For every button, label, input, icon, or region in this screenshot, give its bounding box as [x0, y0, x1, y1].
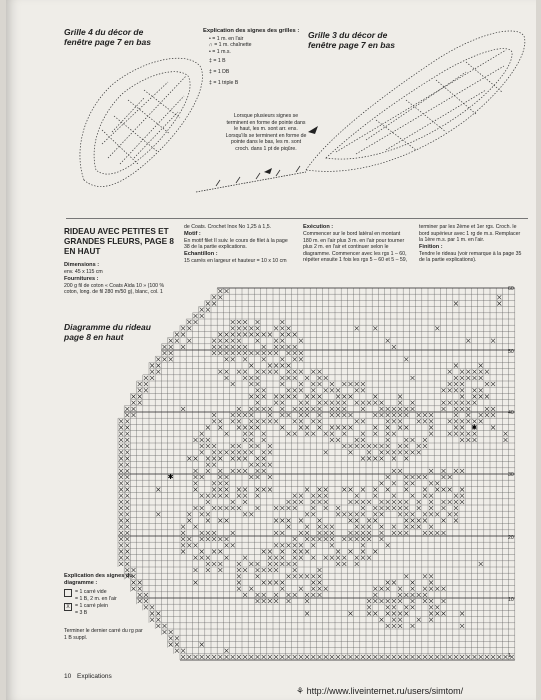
row-number: 40: [508, 410, 514, 416]
svg-text:✱: ✱: [471, 423, 478, 432]
row-number: 10: [508, 597, 514, 603]
legend-item: • = 1 m. en l'air: [209, 35, 244, 42]
rideau-column-4: terminer par les 2ème et 1er rgs. Croch. le bord supérieur avec 1 rg de m.s. Remplacer la 1ère m.s. par 1 m. en l'air. Finition : Tendre le rideau (voir remarque à la page 35 de la partie explications).: [419, 224, 522, 264]
svg-text:✱: ✱: [167, 473, 174, 481]
rideau-dimensions: Dimensions : env. 45 x 115 cm Fournitures : 200 g fil de coton « Coats Aïda 10 » (100 % coton, long. de fil 280 m/50 g), blanc, col. 1: [64, 262, 165, 296]
row-number: 50: [508, 349, 514, 355]
legend-item: ‡ = 1 triple B: [209, 80, 239, 86]
row-number: 60: [508, 286, 514, 292]
grid3-title: Grille 3 du décor de fenêtre page 7 en bas: [308, 30, 395, 50]
filled-square-symbol: X: [64, 603, 72, 611]
page-number: 10: [64, 673, 72, 680]
diagram-note: Terminer le dernier carré du rg par 1 B suppl.: [64, 628, 143, 641]
watermark: ⚘ http://www.liveinternet.ru/users/simtom/: [296, 686, 464, 696]
diagram-legend: Explication des signes du diagramme : = 1 carré vide = 1 B, 2 m. en l'air X = 1 carré plein = 3 B: [64, 573, 133, 616]
watermark-icon: ⚘: [296, 686, 305, 696]
legend-item: ∩ = 1 m. chaînette: [209, 42, 252, 48]
row-number: 20: [508, 535, 514, 541]
row-number: 1: [508, 653, 511, 659]
footer-section: Explications: [77, 673, 112, 680]
section-divider: [66, 218, 528, 219]
diagram-title: Diagramme du rideau page 8 en haut: [64, 322, 151, 342]
grid3-crochet-pattern: [186, 20, 531, 200]
rideau-execution: Exécution : Commencer sur le bord latéral en montant 180 m. en l'air plus 3 m. en l'air pour tourner plus 2 m. en l'air et continuer selon le diagramme. Commencer avec les rgs 1 – 60, répéter ensuite 1 fois les rgs 5 – 60 et 5 – 59,: [303, 224, 408, 264]
rideau-title: RIDEAU AVEC PETITES ET GRANDES FLEURS, PAGE 8 EN HAUT: [64, 227, 174, 256]
row-number: 30: [508, 472, 514, 478]
grid-signs-legend: Explication des signes des grilles : • = 1 m. en l'air ∩ = 1 m. chaînette • = 1 m.s. ‡ = 1 B ‡ = 1 DB ‡ = 1 triple B: [203, 28, 338, 87]
magazine-page: [6, 0, 536, 700]
grid4-title: Grille 4 du décor de fenêtre page 7 en bas: [64, 27, 151, 47]
legend-item: ‡ = 1 DB: [209, 68, 230, 75]
legend-item: ‡ = 1 B: [209, 58, 226, 64]
grid-signs-note: Lorsque plusieurs signes se terminent en forme de pointe dans le haut, les m. sont arr. ens. Lorsqu'ils se terminent en forme de pointe dans le bas, les m. sont croch. dans 1 pt de piqûre.: [225, 113, 307, 152]
page-footer: [64, 673, 112, 680]
empty-square-symbol: [64, 589, 72, 597]
rideau-column-2: de Coats. Crochet Inox No 1,25 à 1,5. Motif : En motif filet II suiv. le cours de filet à la page 38 de la partie explications. Echantillon : 15 carrés en largeur et hauteur = 10 x 10 cm: [184, 224, 288, 264]
legend-item: • = 1 m.s.: [209, 48, 231, 55]
